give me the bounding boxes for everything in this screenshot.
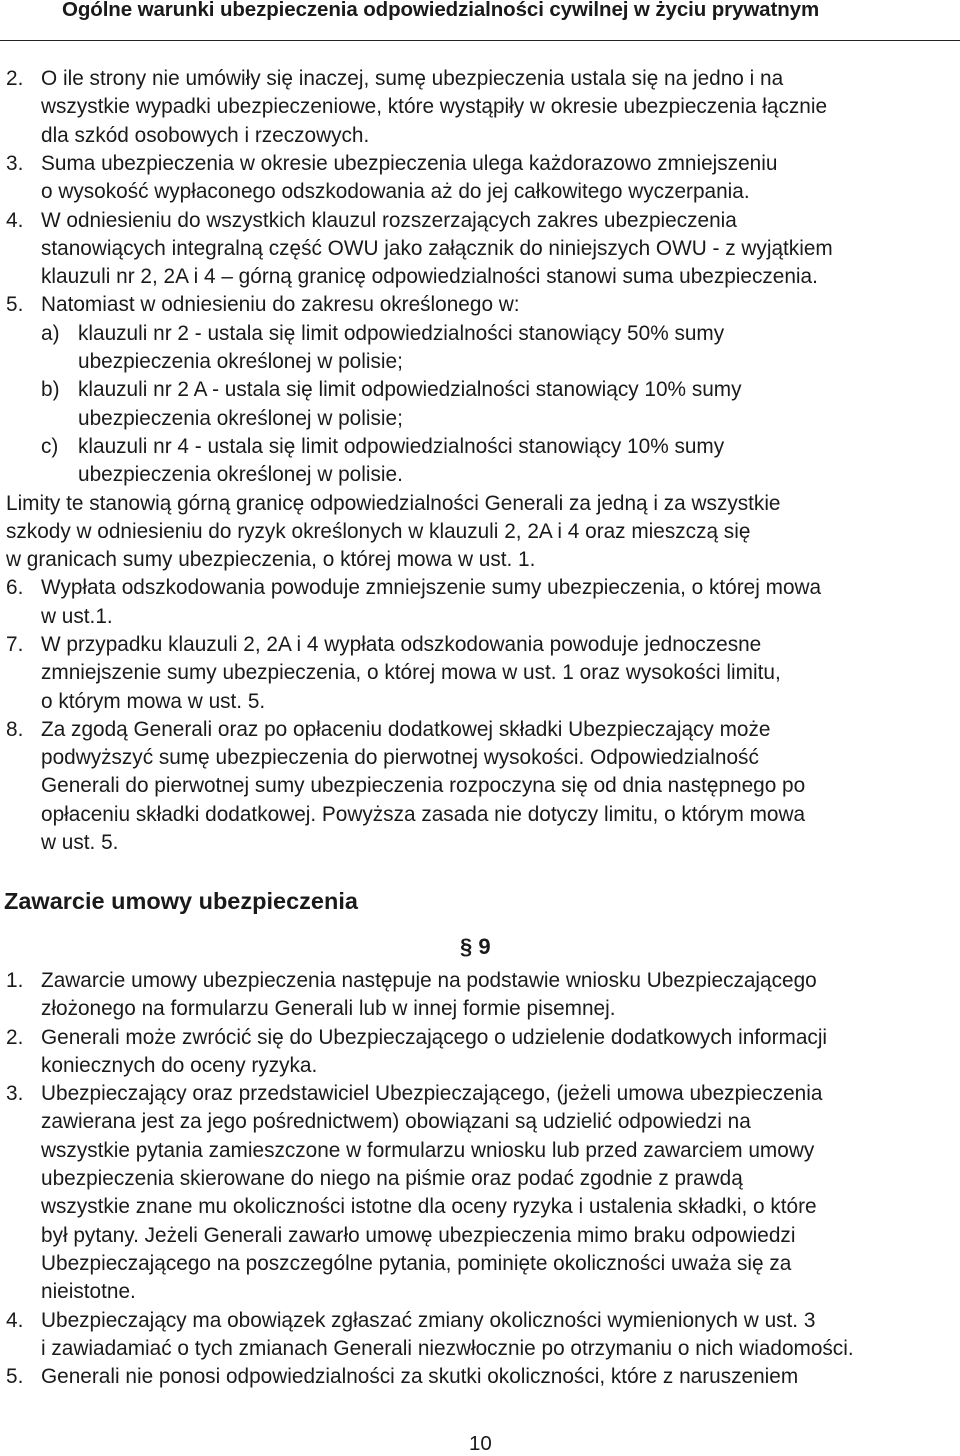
text-line: O ile strony nie umówiły się inaczej, sumę ubezpieczenia ustala się na jedno i na xyxy=(41,67,784,90)
text-line: opłaceniu składki dodatkowej. Powyższa zasada nie dotyczy limitu, o którym mowa xyxy=(41,802,806,826)
limits-paragraph xyxy=(6,490,781,575)
text-line: w ust.1. xyxy=(41,604,113,628)
sub-list-item xyxy=(6,433,724,490)
sub-list-item xyxy=(6,376,742,433)
text-line: Za zgodą Generali oraz po opłaceniu dodatkowej składki Ubezpieczający może xyxy=(41,717,771,741)
text-line: w ust. 5. xyxy=(41,831,119,855)
text-line: ubezpieczenia określonej w polisie; xyxy=(78,406,403,430)
page-header xyxy=(0,0,960,41)
text-line: klauzuli nr 2 - ustala się limit odpowiedzialności stanowiący 50% sumy xyxy=(78,321,725,345)
list-item xyxy=(6,291,520,319)
list-item xyxy=(6,1080,822,1306)
text-line: Wypłata odszkodowania powoduje zmniejszenie sumy ubezpieczenia, o której mowa xyxy=(41,576,822,600)
section-heading: Zawarcie umowy ubezpieczenia xyxy=(4,888,358,914)
item-letter: a) xyxy=(41,321,60,345)
text-line: dla szkód osobowych i rzeczowych. xyxy=(41,123,370,147)
list-item xyxy=(6,207,833,292)
text-line: wszystkie wypadki ubezpieczeniowe, które wystąpiły w okresie ubezpieczenia łącznie xyxy=(41,95,828,119)
list-item xyxy=(6,1363,798,1391)
item-number: 8. xyxy=(6,717,24,741)
text-line: klauzuli nr 2, 2A i 4 – górną granicę odpowiedzialności stanowi suma ubezpieczenia. xyxy=(41,265,818,289)
list-item xyxy=(6,967,817,1024)
text-line: ubezpieczenia skierowane do niego na piśmie oraz podać zgodnie z prawdą xyxy=(41,1167,743,1191)
text-line: podwyższyć sumę ubezpieczenia do pierwotnej wysokości. Odpowiedzialność xyxy=(41,746,759,770)
text-line: i zawiadamiać o tych zmianach Generali niezwłocznie po otrzymaniu o nich wiadomości. xyxy=(41,1336,854,1360)
item-letter: c) xyxy=(41,434,59,458)
text-line: klauzuli nr 4 - ustala się limit odpowiedzialności stanowiący 10% sumy xyxy=(78,434,725,458)
text-line: koniecznych do oceny ryzyka. xyxy=(41,1053,318,1077)
text-line: Generali nie ponosi odpowiedzialności za skutki okoliczności, które z naruszeniem xyxy=(41,1365,799,1389)
text-line: W odniesieniu do wszystkich klauzul rozszerzających zakres ubezpieczenia xyxy=(41,208,737,232)
text-line: Natomiast w odniesieniu do zakresu określonego w: xyxy=(41,293,520,317)
text-line: wszystkie znane mu okoliczności istotne dla oceny ryzyka i ustalenia składki, o które xyxy=(41,1195,817,1219)
text-line: ubezpieczenia określonej w polisie. xyxy=(78,463,403,487)
item-number: 5. xyxy=(6,293,24,317)
text-line: Ubezpieczającego na poszczególne pytania, pominięte okoliczności uważa się za xyxy=(41,1251,792,1275)
text-line: szkody w odniesieniu do ryzyk określonych w klauzuli 2, 2A i 4 oraz mieszczą się xyxy=(6,519,751,543)
text-line: o którym mowa w ust. 5. xyxy=(41,689,266,713)
paragraph-symbol: § 9 xyxy=(460,934,491,959)
item-number: 7. xyxy=(6,633,24,656)
text-line: Ubezpieczający ma obowiązek zgłaszać zmiany okoliczności wymienionych w ust. 3 xyxy=(41,1308,816,1332)
text-line: klauzuli nr 2 A - ustala się limit odpowiedzialności stanowiący 10% sumy xyxy=(78,378,742,402)
item-number: 3. xyxy=(6,1082,24,1106)
item-number: 2. xyxy=(6,1025,24,1049)
document-title: Ogólne warunki ubezpieczenia odpowiedzialności cywilnej w życiu prywatnym xyxy=(62,0,820,21)
text-line: Generali do pierwotnej sumy ubezpieczenia rozpoczyna się od dnia następnego po xyxy=(41,774,806,798)
item-letter: b) xyxy=(41,378,60,402)
item-number: 1. xyxy=(6,969,24,992)
text-line: o wysokość wypłaconego odszkodowania aż do jej całkowitego wyczerpania. xyxy=(41,180,750,204)
text-line: Limity te stanowią górną granicę odpowiedzialności Generali za jedną i za wszystkie xyxy=(6,491,781,515)
text-line: stanowiących integralną część OWU jako załącznik do niniejszych OWU - z wyjątkiem xyxy=(41,236,833,260)
text-line: zawierana jest za jego pośrednictwem) obowiązani są udzielić odpowiedzi na xyxy=(41,1110,751,1134)
page-number: 10 xyxy=(469,1432,492,1455)
item-number: 4. xyxy=(6,208,24,232)
list-item xyxy=(6,1024,827,1081)
text-line: w granicach sumy ubezpieczenia, o której mowa w ust. 1. xyxy=(6,548,536,572)
text-line: Zawarcie umowy ubezpieczenia następuje na podstawie wniosku Ubezpieczającego xyxy=(41,969,817,992)
text-line: wszystkie pytania zamieszczone w formularzu wniosku lub przed zawarciem umowy xyxy=(41,1138,815,1162)
text-line: Suma ubezpieczenia w okresie ubezpieczenia ulega każdorazowo zmniejszeniu xyxy=(41,151,778,175)
list-item xyxy=(6,631,781,716)
item-number: 6. xyxy=(6,576,24,600)
text-line: Ubezpieczający oraz przedstawiciel Ubezpieczającego, (jeżeli umowa ubezpieczenia xyxy=(41,1082,823,1106)
item-number: 3. xyxy=(6,151,24,175)
text-line: nieistotne. xyxy=(41,1280,136,1304)
item-number: 4. xyxy=(6,1308,24,1332)
list-item xyxy=(6,716,805,857)
text-line: ubezpieczenia określonej w polisie; xyxy=(78,349,403,373)
list-item xyxy=(6,65,827,150)
list-item xyxy=(6,574,821,631)
text-line: złożonego na formularzu Generali lub w innej formie pisemnej. xyxy=(41,997,616,1021)
list-item xyxy=(6,150,777,207)
text-line: był pytany. Jeżeli Generali zawarło umowę ubezpieczenia mimo braku odpowiedzi xyxy=(41,1223,796,1247)
sub-list-item xyxy=(6,320,724,377)
text-line: Generali może zwrócić się do Ubezpieczającego o udzielenie dodatkowych informacji xyxy=(41,1025,828,1049)
text-line: zmniejszenie sumy ubezpieczenia, o której mowa w ust. 1 oraz wysokości limitu, xyxy=(41,661,781,685)
item-number: 5. xyxy=(6,1365,24,1389)
text-line: W przypadku klauzuli 2, 2A i 4 wypłata odszkodowania powoduje jednoczesne xyxy=(41,633,762,656)
list-item xyxy=(6,1307,854,1364)
item-number: 2. xyxy=(6,67,24,90)
